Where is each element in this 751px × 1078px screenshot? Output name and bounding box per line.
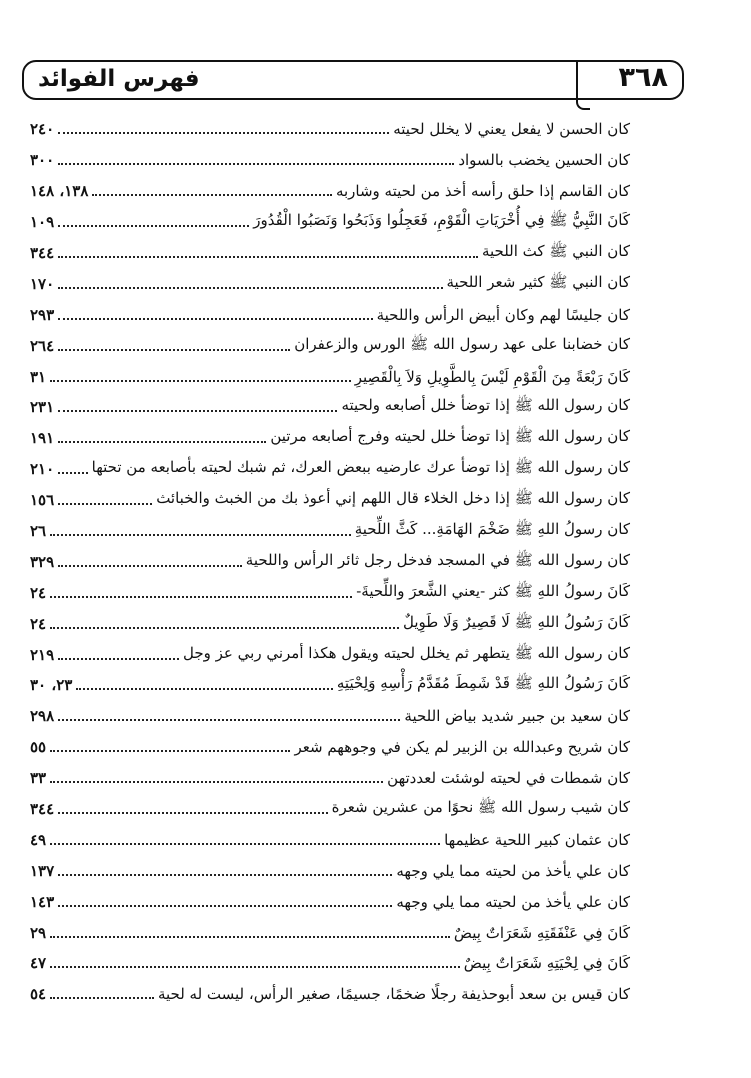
- entry-text: كان شمطات في لحيته لوشئت لعددتهن: [387, 769, 630, 788]
- index-entry: [30, 917, 630, 948]
- entry-text: كان خضابنا على عهد رسول الله ﷺ الورس والزعفران: [294, 334, 630, 353]
- index-entry: [30, 330, 630, 361]
- entry-page-numbers: ٢٩: [30, 923, 47, 942]
- entry-page-numbers: ٣٠٠: [30, 151, 55, 170]
- leader-dots: [58, 287, 442, 289]
- entry-page-numbers: ٣٣: [30, 769, 47, 788]
- index-entry: [30, 608, 630, 639]
- entry-page-numbers: ٤٩: [30, 830, 47, 849]
- entry-page-numbers: ١٣٨، ١٤٨: [30, 182, 89, 201]
- entry-page-numbers: ٢١٩: [30, 645, 55, 664]
- leader-dots: [58, 410, 337, 412]
- leader-dots: [58, 719, 400, 721]
- entry-text: كان شيب رسول الله ﷺ نحوًا من عشرين شعرة: [331, 798, 630, 817]
- entry-text: كَانَ النَّبِيُّ ﷺ فِي أُخْرَيَاتِ الْقَوْمِ، فَعَجِلُوا وَذَبَحُوا وَنَصَبُوا الْقُدُورَ: [253, 211, 630, 230]
- entry-page-numbers: ١٧٠: [30, 274, 55, 293]
- leader-dots: [50, 750, 290, 752]
- index-entry: [30, 732, 630, 763]
- index-entry: [30, 238, 630, 269]
- leader-dots: [76, 688, 333, 690]
- entry-text: كَانَ رَسُولُ اللهِ ﷺ قَدْ شَمِطَ مُقَدَّمُ رَأْسِهِ وَلِحْيَتِهِ: [336, 674, 630, 693]
- index-entry: [30, 886, 630, 917]
- entry-text: كَانَ رَبْعَةً مِنَ الْقَوْمِ لَيْسَ بِالطَّوِيلِ وَلاَ بِالْقَصِيرِ: [354, 367, 630, 386]
- leader-dots: [50, 966, 460, 968]
- leader-dots: [58, 658, 179, 660]
- entry-page-numbers: ٢٣١: [30, 398, 55, 417]
- leader-dots: [58, 132, 389, 134]
- leader-dots: [50, 627, 399, 629]
- leader-dots: [50, 534, 351, 536]
- index-entry: [30, 268, 630, 299]
- entry-page-numbers: ١٣٧: [30, 861, 55, 880]
- entry-text: كان القاسم إذا حلق رأسه أخذ من لحيته وشاربه: [335, 182, 630, 201]
- leader-dots: [58, 441, 266, 443]
- entry-page-numbers: ٣٤٤: [30, 244, 55, 262]
- index-entry: [30, 361, 630, 392]
- page-number-box: [576, 60, 672, 100]
- index-entry: [30, 701, 630, 732]
- leader-dots: [58, 318, 372, 320]
- leader-dots: [50, 936, 450, 938]
- entry-text: كَانَ رَسُولُ اللهِ ﷺ لَا قَصِيرٌ وَلَا طَوِيلٌ: [403, 612, 630, 631]
- index-entry: [30, 670, 630, 701]
- entry-page-numbers: ٢٦: [30, 522, 47, 541]
- leader-dots: [50, 997, 154, 999]
- entry-page-numbers: ٤٧: [30, 954, 47, 973]
- index-entry: [30, 855, 630, 886]
- entry-page-numbers: ١٥٦: [30, 491, 55, 510]
- leader-dots: [58, 349, 290, 351]
- index-entry: [30, 979, 630, 1010]
- index-entry: [30, 546, 630, 577]
- entry-text: كان قيس بن سعد أبوحذيفة رجلًا ضخمًا، جسيمًا، صغير الرأس، ليست له لحية: [157, 985, 630, 1004]
- entry-text: كان النبي ﷺ كث اللحية: [481, 242, 630, 260]
- entry-text: كان رسولُ اللهِ ﷺ ضَخْمَ الهَامَةِ... كَثَّ اللِّحيةِ: [354, 520, 630, 539]
- index-entry: [30, 824, 630, 855]
- entry-page-numbers: ٣١: [30, 367, 47, 386]
- entry-text: كان علي يأخذ من لحيته مما يلي وجهه: [396, 892, 630, 911]
- index-entry: [30, 392, 630, 423]
- entry-text: كَانَ رسولُ اللهِ ﷺ كثر -يعني الشَّعرَ واللِّحيةَ-: [356, 581, 630, 600]
- leader-dots: [50, 843, 440, 845]
- leader-dots: [58, 503, 152, 505]
- index-entry: [30, 639, 630, 670]
- index-entry: [30, 207, 630, 238]
- leader-dots: [50, 596, 352, 598]
- entry-page-numbers: ٢١٠: [30, 460, 55, 479]
- leader-dots: [92, 194, 332, 196]
- entry-text: كان جليسًا لهم وكان أبيض الرأس واللحية: [376, 305, 630, 324]
- entry-page-numbers: ٢٦٤: [30, 336, 55, 355]
- page-number: ٣٦٨: [618, 62, 668, 93]
- index-entry: [30, 485, 630, 516]
- entry-text: كان الحسين يخضب بالسواد: [458, 151, 630, 170]
- index-entry: [30, 114, 630, 145]
- index-entries-list: [30, 114, 630, 1010]
- entry-page-numbers: ٣٢٩: [30, 552, 55, 571]
- leader-dots: [58, 905, 392, 907]
- leader-dots: [50, 781, 383, 783]
- index-entry: [30, 145, 630, 176]
- index-entry: [30, 176, 630, 207]
- entry-text: كان رسول الله ﷺ إذا دخل الخلاء قال اللهم إني أعوذ بك من الخبث والخبائث: [156, 489, 630, 508]
- leader-dots: [58, 225, 249, 227]
- entry-text: كان الحسن لا يفعل يعني لا يخلل لحيته: [393, 120, 630, 139]
- entry-page-numbers: ٢٩٣: [30, 305, 55, 324]
- entry-text: كان علي يأخذ من لحيته مما يلي وجهه: [396, 861, 630, 880]
- entry-text: كان رسول الله ﷺ إذا توضأ عرك عارضيه ببعض العرك، ثم شبك لحيته بأصابعه من تحتها: [91, 458, 630, 477]
- leader-dots: [58, 256, 478, 258]
- entry-page-numbers: ٣٤٤: [30, 800, 55, 819]
- index-entry: [30, 423, 630, 454]
- leader-dots: [50, 380, 351, 382]
- entry-text: كان رسول الله ﷺ إذا توضأ خلل لحيته وفرج أصابعه مرتين: [270, 427, 630, 446]
- entry-page-numbers: ٢٩٨: [30, 707, 55, 726]
- entry-text: كان شريح وعبدالله بن الزبير لم يكن في وجوههم شعر: [294, 738, 630, 757]
- leader-dots: [58, 812, 327, 814]
- index-entry: [30, 577, 630, 608]
- page-number-tab-corner: [576, 96, 590, 110]
- entry-text: كان عثمان كبير اللحية عظيمها: [444, 830, 630, 849]
- entry-text: كان رسول الله ﷺ في المسجد فدخل رجل ثائر الرأس واللحية: [245, 550, 630, 569]
- index-title: فهرس الفوائد: [38, 66, 200, 92]
- entry-text: كَانَ فِي عَنْفَقَتِهِ شَعَرَاتٌ بِيضٌ: [453, 923, 630, 942]
- leader-dots: [58, 163, 454, 165]
- entry-text: كَانَ فِي لِحْيَتِهِ شَعَرَاتٌ بِيضٌ: [463, 954, 630, 973]
- entry-page-numbers: ٢٤٠: [30, 120, 55, 139]
- entry-page-numbers: ١٩١: [30, 429, 55, 448]
- index-entry: [30, 299, 630, 330]
- entry-page-numbers: ٥٥: [30, 738, 47, 757]
- entry-page-numbers: ٢٤: [30, 583, 47, 602]
- entry-text: كان رسول الله ﷺ يتطهر ثم يخلل لحيته ويقول هكذا أمرني ربي عز وجل: [183, 643, 630, 662]
- index-entry: [30, 454, 630, 485]
- entry-text: كان رسول الله ﷺ إذا توضأ خلل أصابعه ولحيته: [341, 396, 630, 415]
- entry-text: كان سعيد بن جبير شديد بياض اللحية: [404, 707, 630, 726]
- entry-page-numbers: ٢٤: [30, 614, 47, 633]
- entry-page-numbers: ١٠٩: [30, 213, 55, 232]
- leader-dots: [58, 472, 88, 474]
- page-header: [22, 60, 684, 100]
- entry-page-numbers: ٥٤: [30, 985, 47, 1004]
- leader-dots: [58, 874, 392, 876]
- index-entry: [30, 948, 630, 979]
- index-entry: [30, 794, 630, 825]
- entry-page-numbers: ١٤٣: [30, 892, 55, 911]
- entry-page-numbers: ٢٣، ٣٠: [30, 676, 73, 695]
- index-entry: [30, 763, 630, 794]
- index-entry: [30, 516, 630, 547]
- entry-text: كان النبي ﷺ كثير شعر اللحية: [446, 272, 630, 291]
- leader-dots: [58, 565, 242, 567]
